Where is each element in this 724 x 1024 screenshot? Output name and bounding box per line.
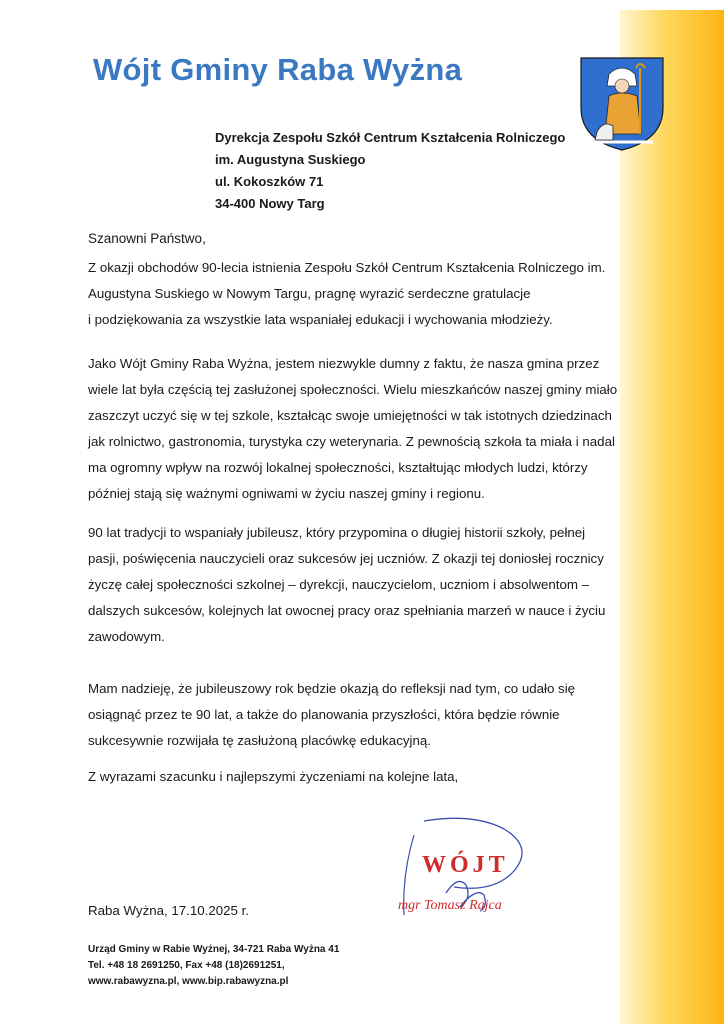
text-line: Mam nadzieję, że jubileuszowy rok będzie okazją do refleksji nad tym, co udało się: [88, 681, 576, 696]
text-line: Augustyna Suskiego w Nowym Targu, pragnę wyrazić serdeczne gratulacje: [88, 286, 531, 301]
recipient-line: 34-400 Nowy Targ: [215, 196, 325, 211]
text-line: sukcesywnie rozwijała tę zasłużoną placówkę edukacyjną.: [88, 733, 431, 748]
recipient-address: [215, 127, 565, 215]
paragraph-4: [88, 676, 608, 754]
text-line: ma ogromny wpływ na rozwój lokalnej społeczności, kształtując młodych ludzi, którzy: [88, 460, 588, 475]
text-line: Z okazji obchodów 90-lecia istnienia Zespołu Szkół Centrum Kształcenia Rolniczego im.: [88, 260, 606, 275]
signature-stamp-title: WÓJT: [422, 852, 509, 878]
coat-of-arms-icon: [579, 56, 665, 152]
recipient-line: im. Augustyna Suskiego: [215, 152, 366, 167]
page-title: Wójt Gminy Raba Wyżna: [93, 52, 463, 87]
text-line: zawodowym.: [88, 629, 165, 644]
decorative-gold-stripe: [620, 10, 724, 1024]
footer-contact: [88, 942, 339, 990]
text-line: życzę całej społeczności szkolnej – dyrekcji, nauczycielom, uczniom i absolwentom –: [88, 577, 590, 592]
paragraph-2: [88, 351, 618, 507]
place-and-date: Raba Wyżna, 17.10.2025 r.: [88, 903, 250, 918]
text-line: wiele lat była częścią tej zasłużonej społeczności. Wielu mieszkańców naszej gminy miało: [88, 382, 618, 397]
text-line: Jako Wójt Gminy Raba Wyżna, jestem niezwykle dumny z faktu, że nasza gmina przez: [88, 356, 600, 371]
text-line: 90 lat tradycji to wspaniały jubileusz, który przypomina o długiej historii szkoły, pełnej: [88, 525, 586, 540]
salutation: Szanowni Państwo,: [88, 231, 206, 246]
recipient-line: Dyrekcja Zespołu Szkół Centrum Kształcenia Rolniczego: [215, 130, 566, 145]
closing-line: Z wyrazami szacunku i najlepszymi życzeniami na kolejne lata,: [88, 769, 459, 784]
text-line: i podziękowania za wszystkie lata wspaniałej edukacji i wychowania młodzieży.: [88, 312, 553, 327]
footer-line: www.rabawyzna.pl, www.bip.rabawyzna.pl: [88, 976, 289, 987]
footer-line: Urząd Gminy w Rabie Wyżnej, 34-721 Raba Wyżna 41: [88, 944, 340, 955]
footer-line: Tel. +48 18 2691250, Fax +48 (18)2691251,: [88, 960, 285, 971]
text-line: pasji, poświęcenia nauczycieli oraz sukcesów jej uczniów. Z okazji tej doniosłej rocznicy: [88, 551, 604, 566]
text-line: jak rolnictwo, gastronomia, turystyka czy weterynaria. Z pewnością szkoła ta miała i nadal: [88, 434, 615, 449]
paragraph-1: [88, 255, 608, 333]
signature-stamp-name: mgr Tomasz Rajca: [398, 898, 502, 913]
text-line: dalszych sukcesów, kolejnych lat owocnej pracy oraz spełniania marzeń w nauce i życiu: [88, 603, 606, 618]
text-line: osiągnąć przez te 90 lat, a także do planowania przyszłości, która będzie równie: [88, 707, 560, 722]
recipient-line: ul. Kokoszków 71: [215, 174, 324, 189]
text-line: zaszczyt uczyć się w tej szkole, kształcąc swoje umiejętności w tak istotnych dziedzinach: [88, 408, 612, 423]
paragraph-3: [88, 520, 608, 650]
text-line: później stają się ważnymi ogniwami w życiu naszej gminy i regionu.: [88, 486, 485, 501]
